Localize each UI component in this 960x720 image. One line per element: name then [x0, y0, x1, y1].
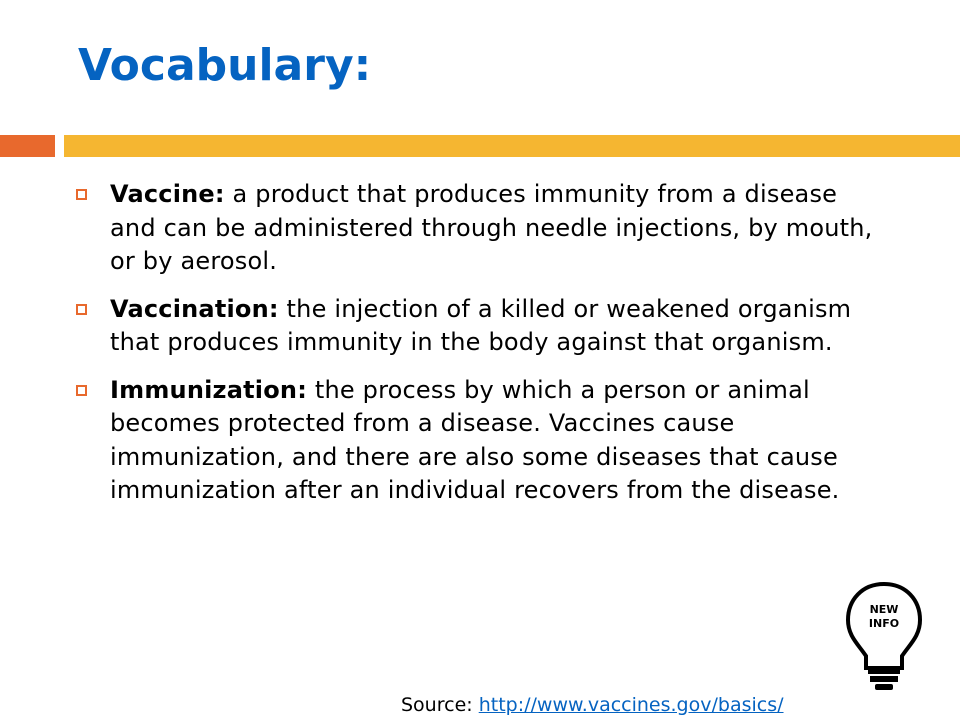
source-label: Source:	[401, 694, 479, 716]
definition-text: the process by which a person or animal becomes protected from a disease. Vaccines cause immunization, and there are also some diseases that cause immunization after an individual recovers from the disease.	[110, 375, 840, 504]
accent-bar-gold	[64, 135, 960, 157]
term-separator: :	[297, 375, 307, 404]
square-bullet-icon	[76, 189, 87, 200]
term: Vaccine	[110, 180, 215, 208]
definition-vaccination	[76, 293, 876, 360]
accent-bar-orange	[0, 135, 55, 157]
definition-list	[76, 178, 876, 522]
definition-vaccine	[76, 178, 876, 279]
bulb-tip	[875, 684, 893, 690]
term-separator: :	[214, 180, 225, 208]
term-separator: :	[268, 294, 279, 323]
definition-text: a product that produces immunity from a disease and can be administered through needle injections, by mouth, or by aerosol.	[110, 180, 873, 275]
square-bullet-icon	[76, 304, 87, 315]
definition-text: the injection of a killed or weakened organism that produces immunity in the body against that organism.	[110, 294, 852, 356]
definition-immunization	[76, 374, 876, 508]
badge-line-new: NEW	[869, 603, 899, 616]
bulb-band-1	[868, 668, 900, 674]
term: Vaccination	[110, 294, 269, 323]
slide-title: Vocabulary:	[78, 40, 372, 91]
lightbulb-icon	[842, 580, 926, 692]
source-citation	[401, 694, 784, 716]
term: Immunization	[110, 375, 298, 404]
source-link[interactable]: http://www.vaccines.gov/basics/	[478, 694, 784, 716]
badge-line-info: INFO	[868, 617, 900, 630]
square-bullet-icon	[76, 385, 87, 396]
bulb-band-2	[870, 676, 898, 682]
